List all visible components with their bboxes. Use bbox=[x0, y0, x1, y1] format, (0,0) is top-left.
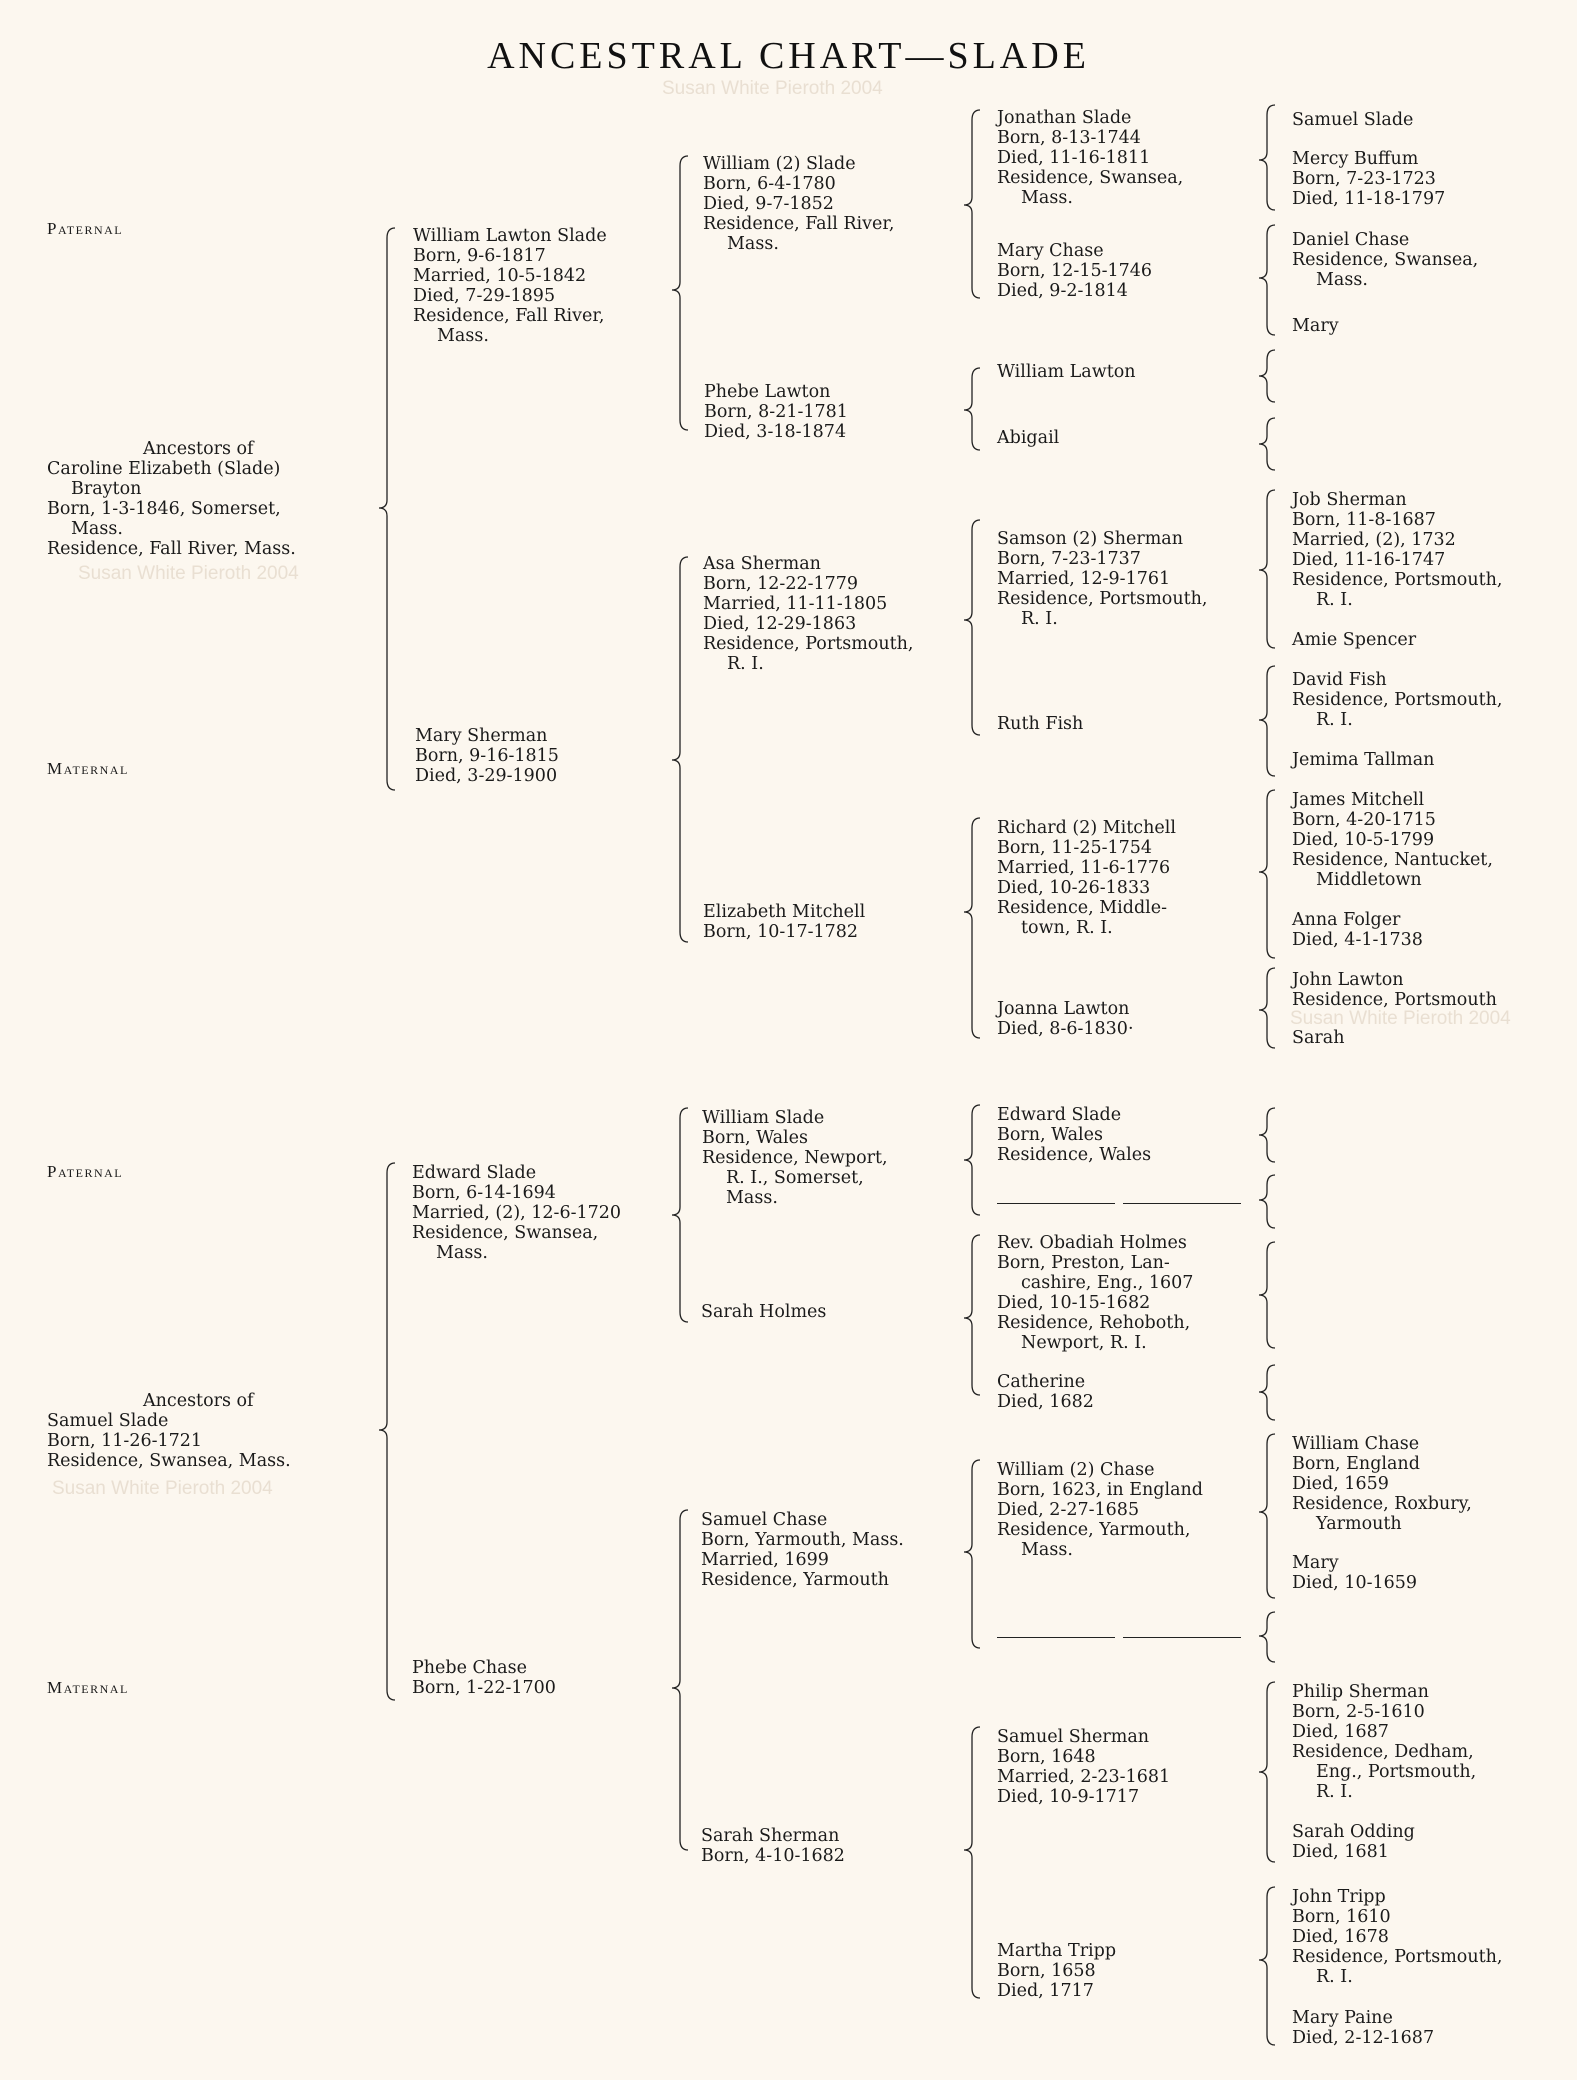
person-detail: Born, 9-16-1815 bbox=[415, 746, 559, 766]
subject-samuel-slade: Ancestors of Samuel Slade Born, 11-26-1721 Residence, Swansea, Mass. bbox=[47, 1391, 291, 1471]
bracket-g4 bbox=[1259, 490, 1275, 648]
person-amie-spencer bbox=[1292, 630, 1416, 650]
bracket-g3 bbox=[964, 520, 980, 735]
watermark: Susan White Pieroth 2004 bbox=[78, 563, 299, 584]
person-detail: Yarmouth bbox=[1316, 1514, 1402, 1534]
person-name: Anna Folger bbox=[1292, 910, 1401, 930]
person-name: Phebe Chase bbox=[412, 1658, 527, 1678]
bracket-g4 bbox=[1259, 418, 1275, 470]
person-martha-tripp bbox=[997, 1941, 1116, 2001]
person-william-2-chase bbox=[997, 1460, 1203, 1560]
watermark: Susan White Pieroth 2004 bbox=[1290, 1008, 1511, 1029]
person-name: Abigail bbox=[997, 428, 1060, 448]
person-detail: Born, 7-23-1737 bbox=[997, 549, 1141, 569]
person-william-chase bbox=[1292, 1434, 1472, 1534]
person-name: William (2) Chase bbox=[997, 1460, 1155, 1480]
person-detail: Born, 11-25-1754 bbox=[997, 838, 1153, 858]
person-detail: Died, 1717 bbox=[997, 1981, 1094, 2001]
person-name: Samuel Chase bbox=[701, 1510, 828, 1530]
person-detail: Mass. bbox=[1316, 270, 1368, 290]
person-detail: Residence, Middle- bbox=[997, 898, 1168, 918]
person-mary-chase bbox=[997, 241, 1152, 301]
person-name: Samson (2) Sherman bbox=[997, 529, 1183, 549]
person-detail: Born, 4-20-1715 bbox=[1292, 810, 1436, 830]
person-name: Philip Sherman bbox=[1292, 1682, 1429, 1702]
bracket-g4 bbox=[1259, 1108, 1275, 1162]
bracket-g4 bbox=[1259, 968, 1275, 1048]
person-name: William Slade bbox=[702, 1108, 825, 1128]
bracket-g3 bbox=[964, 368, 980, 450]
person-detail: R. I. bbox=[727, 654, 764, 674]
person-name: Edward Slade bbox=[412, 1163, 537, 1183]
person-detail: Born, 11-8-1687 bbox=[1292, 510, 1436, 530]
person-detail: Born, 7-23-1723 bbox=[1292, 169, 1436, 189]
person-samuel-sherman bbox=[997, 1727, 1170, 1807]
person-mary-sherman bbox=[415, 726, 559, 786]
bracket-g3 bbox=[964, 1727, 980, 1998]
person-detail: Born, 6-14-1694 bbox=[412, 1183, 556, 1203]
person-detail: Mass. bbox=[437, 326, 489, 346]
bracket-g4 bbox=[1259, 1682, 1275, 1862]
person-name: Jemima Tallman bbox=[1292, 750, 1435, 770]
person-detail: Died, 7-29-1895 bbox=[413, 286, 556, 306]
person-detail: Eng., Portsmouth, bbox=[1316, 1762, 1477, 1782]
person-detail: Residence, Roxbury, bbox=[1292, 1494, 1472, 1514]
person-detail: Married, 1699 bbox=[701, 1550, 829, 1570]
person-sarah-odding bbox=[1292, 1822, 1415, 1862]
person-detail: Born, 1648 bbox=[997, 1747, 1096, 1767]
person-name: Mary bbox=[1292, 1553, 1339, 1573]
person-daniel-chase bbox=[1292, 230, 1478, 290]
person-detail: Died, 4-1-1738 bbox=[1292, 930, 1423, 950]
paternal-label: Paternal bbox=[47, 219, 124, 238]
person-name: Asa Sherman bbox=[703, 554, 821, 574]
person-name: Mary bbox=[1292, 316, 1339, 336]
person-detail: Died, 3-29-1900 bbox=[415, 766, 558, 786]
person-detail: Born, 8-13-1744 bbox=[997, 128, 1141, 148]
bracket-g4 bbox=[1259, 1612, 1275, 1662]
person-detail: Born, 1610 bbox=[1292, 1907, 1391, 1927]
person-name: Daniel Chase bbox=[1292, 230, 1410, 250]
person-detail: Married, (2), 12-6-1720 bbox=[412, 1203, 622, 1223]
person-mercy-buffum bbox=[1292, 149, 1445, 209]
person-detail: Residence, Portsmouth, bbox=[703, 634, 914, 654]
person-detail: Residence, Yarmouth, bbox=[997, 1520, 1191, 1540]
person-detail: Died, 2-27-1685 bbox=[997, 1500, 1140, 1520]
person-phebe-chase bbox=[412, 1658, 556, 1698]
watermark: Susan White Pieroth 2004 bbox=[52, 1478, 273, 1499]
person-richard-2-mitchell bbox=[997, 818, 1176, 938]
person-detail: Born, 12-15-1746 bbox=[997, 261, 1153, 281]
person-detail: R. I. bbox=[1316, 1967, 1353, 1987]
paternal-label: Paternal bbox=[47, 1162, 124, 1181]
person-detail: Born, 1623, in England bbox=[997, 1480, 1204, 1500]
person-name: Sarah bbox=[1292, 1028, 1345, 1048]
person-detail: Died, 11-16-1747 bbox=[1292, 550, 1446, 570]
maternal-label: Maternal bbox=[47, 759, 129, 778]
bracket-g3 bbox=[964, 110, 980, 298]
bracket-g2 bbox=[672, 1108, 688, 1322]
person-detail: cashire, Eng., 1607 bbox=[1021, 1273, 1194, 1293]
person-detail: Died, 10-5-1799 bbox=[1292, 830, 1435, 850]
person-name: Phebe Lawton bbox=[704, 382, 831, 402]
person-detail: Residence, Swansea, bbox=[997, 168, 1184, 188]
person-detail: Born, England bbox=[1292, 1454, 1420, 1474]
person-detail: Born, 1-22-1700 bbox=[412, 1678, 556, 1698]
person-sarah-holmes bbox=[701, 1302, 826, 1322]
unknown-ancestor-line bbox=[997, 1203, 1115, 1204]
person-name: Catherine bbox=[997, 1372, 1086, 1392]
person-name: Amie Spencer bbox=[1292, 630, 1417, 650]
person-detail: Born, 12-22-1779 bbox=[703, 574, 859, 594]
person-detail: Married, 12-9-1761 bbox=[997, 569, 1171, 589]
person-name: Samuel Slade bbox=[1292, 110, 1414, 130]
bracket-g3 bbox=[964, 818, 980, 1038]
person-detail: Died, 10-26-1833 bbox=[997, 878, 1151, 898]
person-philip-sherman bbox=[1292, 1682, 1476, 1802]
person-edward-slade-wales bbox=[997, 1105, 1151, 1165]
person-asa-sherman bbox=[703, 554, 913, 674]
person-name: Job Sherman bbox=[1292, 490, 1407, 510]
person-detail: R. I. bbox=[1021, 609, 1058, 629]
person-detail: Died, 3-18-1874 bbox=[704, 422, 847, 442]
person-phebe-lawton bbox=[704, 382, 848, 442]
person-catherine bbox=[997, 1372, 1094, 1412]
person-detail: Newport, R. I. bbox=[1021, 1333, 1147, 1353]
person-detail: Mass. bbox=[436, 1243, 488, 1263]
person-detail: Died, 9-2-1814 bbox=[997, 281, 1128, 301]
person-detail: Married, 11-11-1805 bbox=[703, 594, 888, 614]
bracket-g1 bbox=[379, 1163, 395, 1700]
bracket-g4 bbox=[1259, 225, 1275, 335]
person-james-mitchell bbox=[1292, 790, 1493, 890]
bracket-g4 bbox=[1259, 350, 1275, 402]
person-detail: R. I., Somerset, bbox=[726, 1168, 864, 1188]
subject-caroline-slade: Ancestors of Caroline Elizabeth (Slade) Brayton Born, 1-3-1846, Somerset, Mass. Residence, Fall River, Mass. bbox=[47, 439, 296, 559]
person-detail: Born, Preston, Lan- bbox=[997, 1253, 1170, 1273]
person-edward-slade bbox=[412, 1163, 621, 1263]
person-detail: Residence, Swansea, bbox=[1292, 250, 1479, 270]
person-sarah-sherman bbox=[701, 1826, 845, 1866]
person-mary-paine bbox=[1292, 2008, 1434, 2048]
person-detail: Residence, Portsmouth, bbox=[1292, 570, 1503, 590]
person-name: Martha Tripp bbox=[997, 1941, 1117, 1961]
person-john-lawton bbox=[1292, 970, 1497, 1010]
person-detail: Died, 9-7-1852 bbox=[703, 194, 834, 214]
person-detail: Died, 12-29-1863 bbox=[703, 614, 857, 634]
bracket-g4 bbox=[1259, 1365, 1275, 1420]
person-name: Mary Chase bbox=[997, 241, 1104, 261]
person-detail: Died, 1681 bbox=[1292, 1842, 1389, 1862]
person-name: Mary Paine bbox=[1292, 2008, 1393, 2028]
person-detail: Middletown bbox=[1316, 870, 1422, 890]
person-name: William Lawton bbox=[997, 362, 1136, 382]
person-detail: Residence, Nantucket, bbox=[1292, 850, 1493, 870]
person-detail: Died, 1682 bbox=[997, 1392, 1094, 1412]
person-detail: Born, Yarmouth, Mass. bbox=[701, 1530, 904, 1550]
person-detail: Died, 11-16-1811 bbox=[997, 148, 1151, 168]
person-joanna-lawton bbox=[997, 999, 1134, 1039]
person-name: William Lawton Slade bbox=[413, 226, 607, 246]
maternal-label: Maternal bbox=[47, 1678, 129, 1697]
person-detail: Mass. bbox=[726, 1188, 778, 1208]
bracket-g4 bbox=[1259, 790, 1275, 958]
person-mary-chase-wife bbox=[1292, 1553, 1417, 1593]
person-detail: Residence, Newport, bbox=[702, 1148, 888, 1168]
person-detail: Residence, Fall River, bbox=[413, 306, 605, 326]
person-name: John Tripp bbox=[1292, 1887, 1386, 1907]
bracket-g4 bbox=[1259, 666, 1275, 776]
person-name: Jonathan Slade bbox=[997, 108, 1132, 128]
person-detail: Married, 2-23-1681 bbox=[997, 1767, 1171, 1787]
person-detail: Born, Wales bbox=[997, 1125, 1103, 1145]
person-name: Sarah Holmes bbox=[701, 1302, 827, 1322]
person-detail: Died, 1659 bbox=[1292, 1474, 1389, 1494]
person-detail: Died, 11-18-1797 bbox=[1292, 189, 1446, 209]
person-name: Rev. Obadiah Holmes bbox=[997, 1233, 1187, 1253]
person-detail: Residence, Rehoboth, bbox=[997, 1313, 1191, 1333]
page-title: ANCESTRAL CHART—SLADE bbox=[487, 35, 1090, 77]
person-detail: R. I. bbox=[1316, 590, 1353, 610]
bracket-g1 bbox=[379, 228, 395, 790]
person-william-lawton bbox=[997, 362, 1136, 382]
person-detail: Born, 2-5-1610 bbox=[1292, 1702, 1425, 1722]
person-detail: Born, Wales bbox=[702, 1128, 808, 1148]
person-name: Edward Slade bbox=[997, 1105, 1122, 1125]
person-detail: Married, 10-5-1842 bbox=[413, 266, 587, 286]
bracket-g2 bbox=[672, 156, 688, 430]
person-detail: Mass. bbox=[727, 234, 779, 254]
bracket-g4 bbox=[1259, 105, 1275, 210]
bracket-g4 bbox=[1259, 1175, 1275, 1228]
person-name: Mary Sherman bbox=[415, 726, 548, 746]
person-detail: Died, 1678 bbox=[1292, 1927, 1389, 1947]
unknown-ancestor-line bbox=[1123, 1203, 1241, 1204]
person-name: Samuel Sherman bbox=[997, 1727, 1150, 1747]
person-detail: Residence, Yarmouth bbox=[701, 1570, 889, 1590]
person-mary bbox=[1292, 316, 1339, 336]
person-samuel-slade bbox=[1292, 110, 1413, 130]
person-name: Ruth Fish bbox=[997, 714, 1084, 734]
person-name: David Fish bbox=[1292, 670, 1387, 690]
person-detail: Born, 8-21-1781 bbox=[704, 402, 848, 422]
person-william-2-slade bbox=[703, 154, 894, 254]
person-detail: Died, 8-6-1830· bbox=[997, 1019, 1134, 1039]
person-name: Sarah Odding bbox=[1292, 1822, 1415, 1842]
watermark: Susan White Pieroth 2004 bbox=[662, 78, 883, 99]
person-detail: Residence, Dedham, bbox=[1292, 1742, 1474, 1762]
person-detail: Died, 10-1659 bbox=[1292, 1573, 1418, 1593]
person-detail: Mass. bbox=[1021, 1540, 1073, 1560]
person-detail: Residence, Portsmouth, bbox=[1292, 690, 1503, 710]
person-name: Mercy Buffum bbox=[1292, 149, 1419, 169]
bracket-g2 bbox=[672, 557, 688, 942]
person-name: William (2) Slade bbox=[703, 154, 856, 174]
bracket-g4 bbox=[1259, 1887, 1275, 2045]
person-job-sherman bbox=[1292, 490, 1502, 610]
person-william-slade bbox=[702, 1108, 888, 1208]
person-anna-folger bbox=[1292, 910, 1423, 950]
person-detail: Residence, Fall River, bbox=[703, 214, 895, 234]
person-samson-2-sherman bbox=[997, 529, 1207, 629]
person-detail: Residence, Swansea, bbox=[412, 1223, 599, 1243]
person-elizabeth-mitchell bbox=[703, 902, 865, 942]
person-detail: Married, 11-6-1776 bbox=[997, 858, 1171, 878]
person-detail: R. I. bbox=[1316, 710, 1353, 730]
person-name: John Lawton bbox=[1292, 970, 1404, 990]
person-detail: Born, 4-10-1682 bbox=[701, 1846, 845, 1866]
person-name: James Mitchell bbox=[1292, 790, 1425, 810]
unknown-ancestor-line bbox=[1123, 1637, 1241, 1638]
person-name: Elizabeth Mitchell bbox=[703, 902, 866, 922]
person-detail: Died, 1687 bbox=[1292, 1722, 1389, 1742]
bracket-g4 bbox=[1259, 1242, 1275, 1348]
person-david-fish bbox=[1292, 670, 1502, 730]
person-detail: Died, 10-9-1717 bbox=[997, 1787, 1140, 1807]
person-jemima-tallman bbox=[1292, 750, 1434, 770]
person-detail: Married, (2), 1732 bbox=[1292, 530, 1456, 550]
person-william-lawton-slade bbox=[413, 226, 607, 346]
person-detail: Residence, Portsmouth, bbox=[997, 589, 1208, 609]
unknown-ancestor-line bbox=[997, 1637, 1115, 1638]
person-obadiah-holmes bbox=[997, 1233, 1193, 1353]
person-detail: Born, 9-6-1817 bbox=[413, 246, 546, 266]
bracket-g2 bbox=[672, 1510, 688, 1850]
person-detail: Died, 2-12-1687 bbox=[1292, 2028, 1435, 2048]
person-name: William Chase bbox=[1292, 1434, 1420, 1454]
person-john-tripp bbox=[1292, 1887, 1502, 1987]
bracket-g3 bbox=[964, 1235, 980, 1395]
person-jonathan-slade bbox=[997, 108, 1183, 208]
person-detail: Residence, Portsmouth, bbox=[1292, 1947, 1503, 1967]
bracket-g4 bbox=[1259, 1434, 1275, 1598]
person-detail: Born, 1658 bbox=[997, 1961, 1096, 1981]
person-name: Richard (2) Mitchell bbox=[997, 818, 1176, 838]
person-detail: R. I. bbox=[1316, 1782, 1353, 1802]
person-detail: Residence, Portsmouth bbox=[1292, 990, 1497, 1010]
person-detail: Mass. bbox=[1021, 188, 1073, 208]
person-detail: Residence, Wales bbox=[997, 1145, 1152, 1165]
person-detail: town, R. I. bbox=[1021, 918, 1113, 938]
person-samuel-chase bbox=[701, 1510, 904, 1590]
person-detail: Died, 10-15-1682 bbox=[997, 1293, 1151, 1313]
person-detail: Born, 10-17-1782 bbox=[703, 922, 859, 942]
bracket-g3 bbox=[964, 1460, 980, 1648]
person-abigail bbox=[997, 428, 1059, 448]
person-sarah bbox=[1292, 1028, 1345, 1048]
person-name: Sarah Sherman bbox=[701, 1826, 840, 1846]
bracket-g3 bbox=[964, 1105, 980, 1215]
person-ruth-fish bbox=[997, 714, 1083, 734]
person-detail: Born, 6-4-1780 bbox=[703, 174, 836, 194]
person-name: Joanna Lawton bbox=[997, 999, 1130, 1019]
